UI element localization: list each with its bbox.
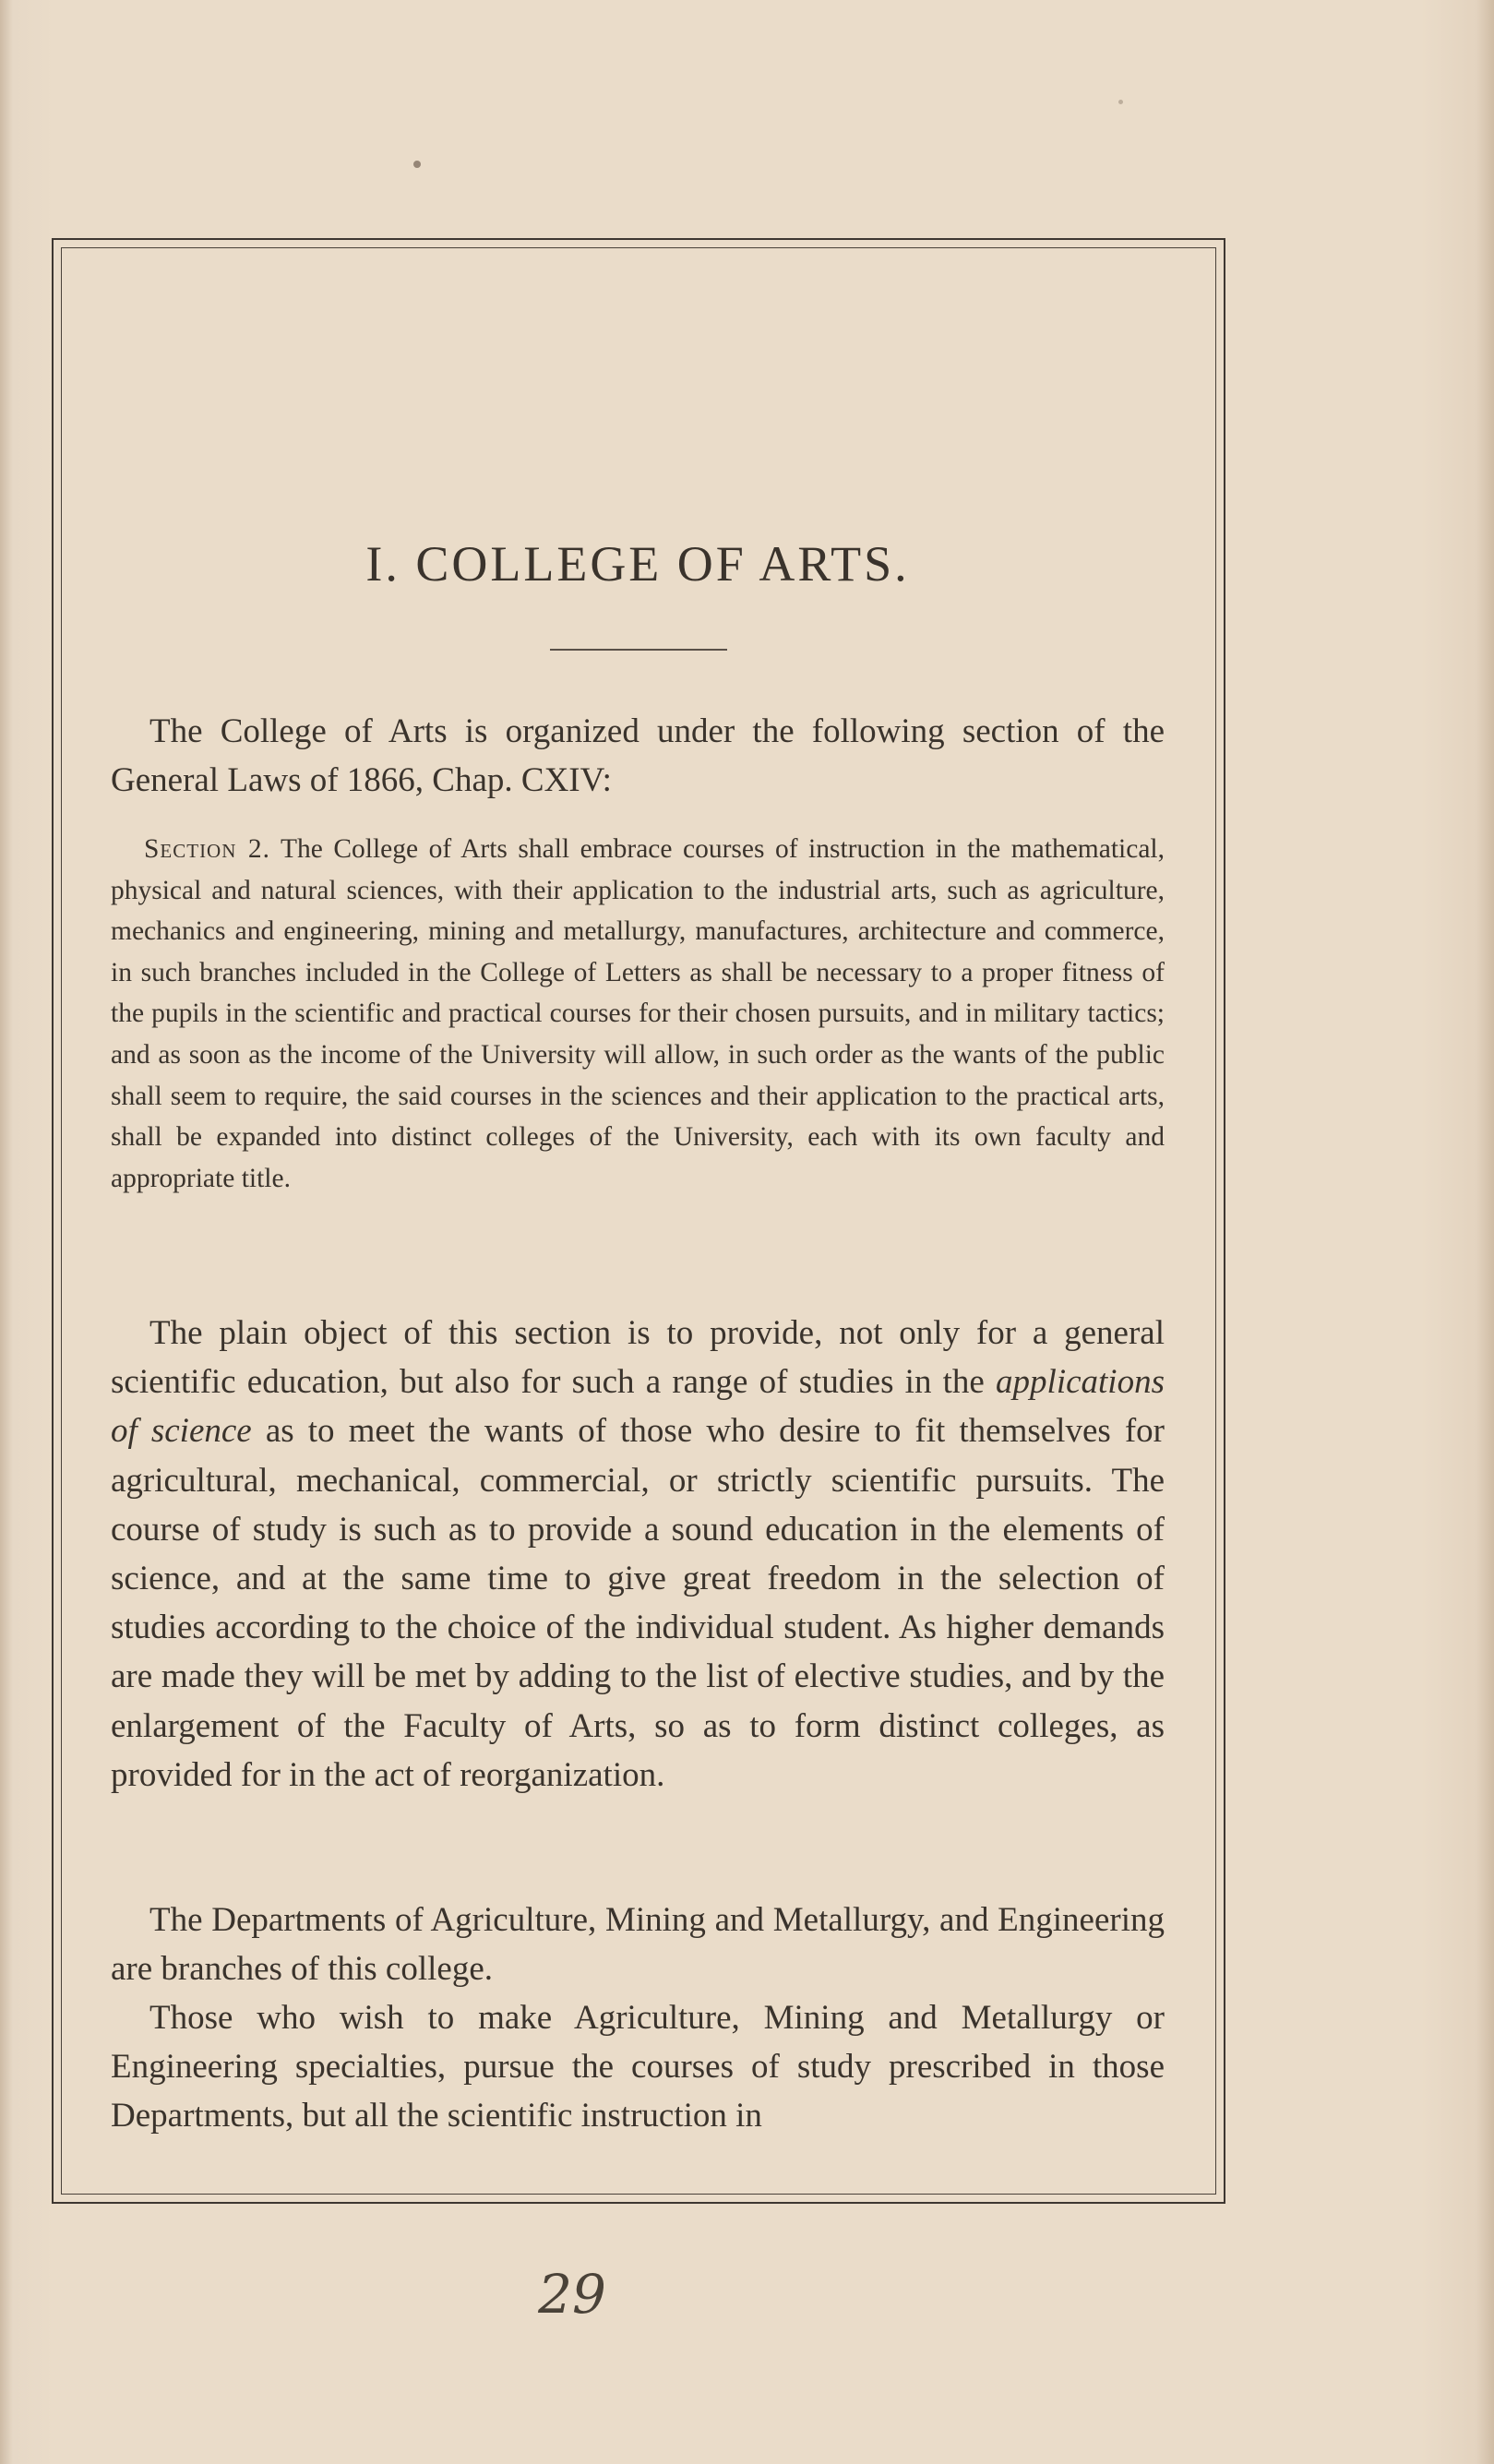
heading-divider <box>550 649 727 651</box>
body-paragraph-3: Those who wish to make Agriculture, Mining and Metallurgy or Engineering specialties, pursue the courses of study prescribed in those Departments, but all the scientific instruction in <box>111 1999 1165 2135</box>
ink-spot <box>1118 100 1123 104</box>
body-paragraph-1-end: as to meet the wants of those who desire to fit themselves for agricultural, mechanical, commercial, or strictly scientific pursuits. The course of study is such as to provide a sound education in the elements of science, and at the same time to give great freedom in the selection of studies according to the choice of the individual student. As higher demands are made they will be met by adding to the list of elective studies, and by the enlargement of the Faculty of Arts, so as to form distinct colleges, as provided for in the act of reorganization. <box>111 1412 1165 1794</box>
page-number: 29 <box>538 2263 606 2326</box>
intro-paragraph: The College of Arts is organized under the following section of the General Laws of 1866, Chap. CXIV: <box>111 712 1165 799</box>
body-paragraph-1-start: The plain object of this section is to provide, not only for a general scientific education, but also for such a range of studies in the <box>111 1314 1165 1402</box>
body-paragraph-1 <box>111 1309 1165 1800</box>
body-paragraph-2: The Departments of Agriculture, Mining and Metallurgy, and Engineering are branches of this college. <box>111 1901 1165 1989</box>
statute-quotation <box>111 829 1165 1199</box>
statute-section-label: Section 2. <box>144 834 271 864</box>
ink-spot <box>413 161 421 168</box>
statute-text: The College of Arts shall embrace courses of instruction in the mathematical, physical and natural sciences, with their application to the industrial arts, such as agriculture, mechanics and engineering, mining and metallurgy, manufactures, architecture and commerce, in such branches included in the College of Letters as shall be necessary to a proper fitness of the pupils in the scientific and practical courses for their chosen pursuits, and in military tactics; and as soon as the income of the University will allow, in such order as the wants of the public shall seem to require, the said courses in the sciences and their application to the practical arts, shall be expanded into distinct colleges of the University, each with its own faculty and appropriate title. <box>111 834 1165 1193</box>
body-paragraph-1-emphasis: applications of science <box>111 1363 1165 1451</box>
section-heading: I. COLLEGE OF ARTS. <box>365 536 910 592</box>
